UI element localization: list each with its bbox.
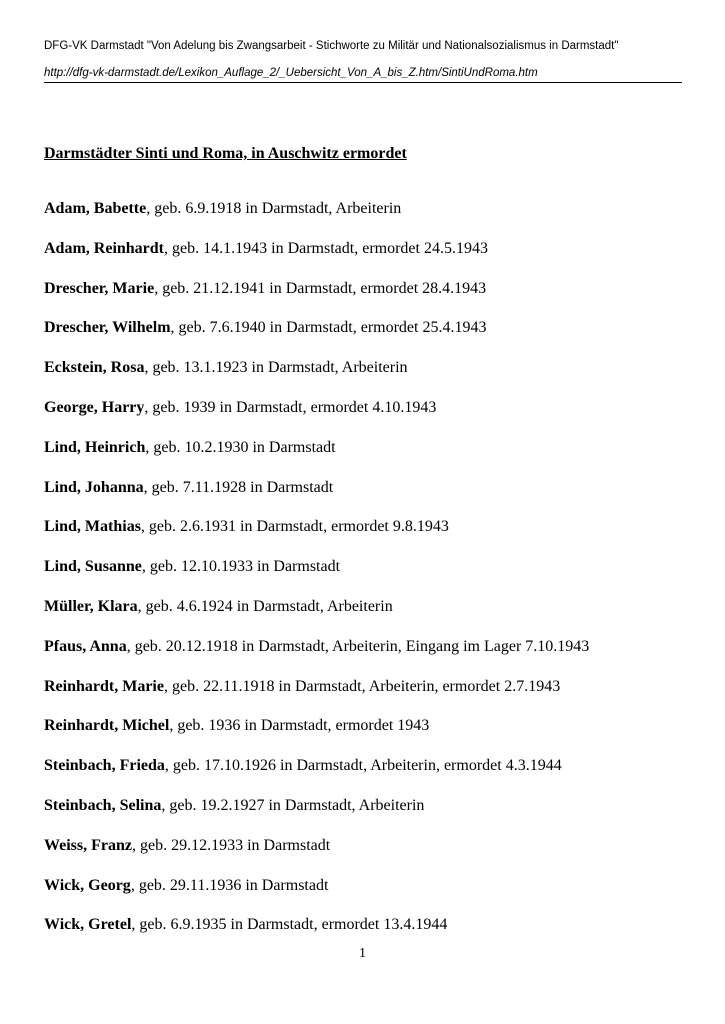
entry-name: Müller, Klara [44, 597, 138, 615]
entry-name: Adam, Babette [44, 200, 147, 217]
entry-details: , geb. 4.6.1924 in Darmstadt, Arbeiterin [137, 597, 393, 615]
entry-details: , geb. 1936 in Darmstadt, ermordet 1943 [169, 717, 430, 735]
list-item [44, 198, 589, 238]
entry-name: Lind, Heinrich [44, 438, 146, 456]
entry-name: Lind, Susanne [44, 558, 142, 576]
entry-details: , geb. 29.11.1936 in Darmstadt [130, 876, 329, 894]
list-item [44, 477, 589, 517]
entry-name: Steinbach, Selina [44, 796, 162, 814]
entry-details: , geb. 7.6.1940 in Darmstadt, ermordet 25.4.1943 [170, 319, 487, 337]
list-item [44, 357, 589, 397]
header-title: DFG-VK Darmstadt "Von Adelung bis Zwangsarbeit - Stichworte zu Militär und Nationalsozialismus in Darmstadt" [44, 40, 619, 52]
entry-name: Reinhardt, Michel [44, 717, 170, 735]
entry-name: Lind, Mathias [44, 518, 141, 536]
entry-details: , geb. 2.6.1931 in Darmstadt, ermordet 9.8.1943 [140, 518, 449, 536]
entry-name: Wick, Gretel [44, 916, 132, 934]
entry-details: , geb. 10.2.1930 in Darmstadt [145, 438, 336, 456]
entry-name: Adam, Reinhardt [44, 239, 165, 257]
list-item [44, 238, 589, 278]
entry-name: Lind, Johanna [44, 478, 144, 496]
entry-name: Pfaus, Anna [44, 637, 127, 655]
entry-details: , geb. 6.9.1918 in Darmstadt, Arbeiterin [146, 200, 402, 217]
entry-details: , geb. 6.9.1935 in Darmstadt, ermordet 13.4.1944 [131, 916, 448, 934]
entry-details: , geb. 12.10.1933 in Darmstadt [141, 558, 341, 576]
entry-details: , geb. 19.2.1927 in Darmstadt, Arbeiterin [161, 796, 425, 814]
entry-name: Reinhardt, Marie [44, 677, 164, 695]
list-item [44, 556, 589, 596]
entry-details: , geb. 20.12.1918 in Darmstadt, Arbeiterin, Eingang im Lager 7.10.1943 [126, 637, 590, 655]
entry-details: , geb. 1939 in Darmstadt, ermordet 4.10.1943 [144, 398, 437, 416]
list-item [44, 795, 589, 835]
list-item [44, 397, 589, 437]
header-url: http://dfg-vk-darmstadt.de/Lexikon_Auflage_2/_Uebersicht_Von_A_bis_Z.htm/SintiUndRoma.htm [44, 66, 682, 83]
list-item [44, 516, 589, 556]
list-item [44, 317, 589, 357]
page-number: 1 [359, 946, 366, 961]
entry-list [44, 198, 589, 954]
entry-name: Wick, Georg [44, 876, 131, 894]
page-header [44, 38, 682, 83]
list-item [44, 676, 589, 716]
entry-details: , geb. 22.11.1918 in Darmstadt, Arbeiterin, ermordet 2.7.1943 [163, 677, 561, 695]
list-item [44, 715, 589, 755]
list-item [44, 278, 589, 318]
entry-details: , geb. 13.1.1923 in Darmstadt, Arbeiterin [144, 359, 408, 377]
list-item [44, 875, 589, 915]
entry-details: , geb. 17.10.1926 in Darmstadt, Arbeiterin, ermordet 4.3.1944 [164, 757, 562, 775]
list-item [44, 636, 589, 676]
list-item [44, 596, 589, 636]
entry-name: Weiss, Franz [44, 836, 132, 854]
entry-details: , geb. 21.12.1941 in Darmstadt, ermordet 28.4.1943 [154, 279, 487, 297]
entry-details: , geb. 29.12.1933 in Darmstadt [132, 836, 331, 854]
list-item [44, 755, 589, 795]
list-item [44, 835, 589, 875]
entry-name: George, Harry [44, 398, 145, 416]
list-item [44, 437, 589, 477]
entry-details: , geb. 14.1.1943 in Darmstadt, ermordet 24.5.1943 [164, 239, 488, 257]
entry-name: Drescher, Marie [44, 279, 155, 297]
entry-name: Eckstein, Rosa [44, 359, 145, 377]
document-title: Darmstädter Sinti und Roma, in Auschwitz ermordet [44, 145, 407, 162]
entry-name: Drescher, Wilhelm [44, 319, 171, 337]
entry-name: Steinbach, Frieda [44, 757, 165, 775]
entry-details: , geb. 7.11.1928 in Darmstadt [143, 478, 334, 496]
